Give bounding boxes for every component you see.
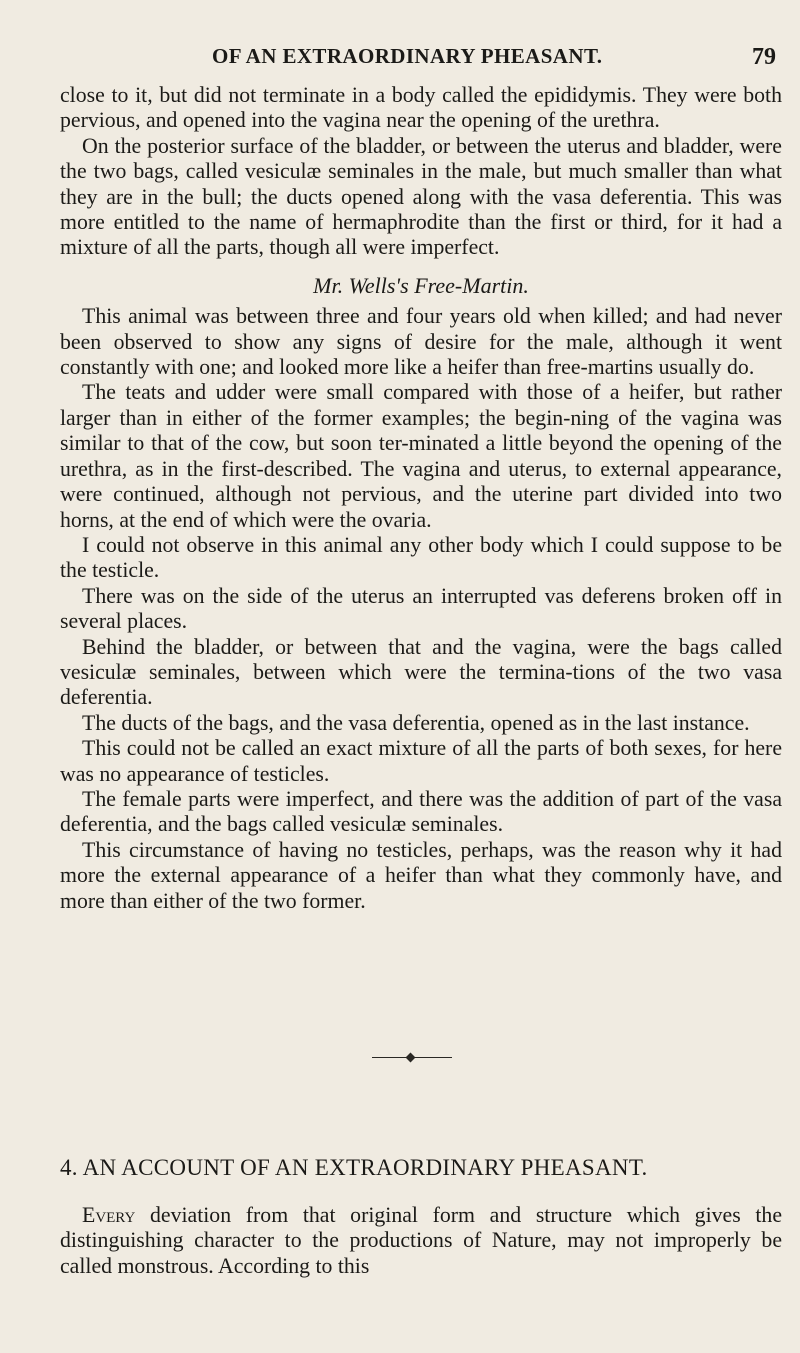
page-header xyxy=(60,44,780,78)
section-title: 4. AN ACCOUNT OF AN EXTRAORDINARY PHEASANT. xyxy=(60,1155,648,1180)
section-divider xyxy=(0,1052,800,1064)
section-body xyxy=(60,1203,782,1279)
paragraph: This could not be called an exact mixture of all the parts of both sexes, for here was no appearance of testicles. xyxy=(60,736,782,786)
paragraph: The female parts were imperfect, and there was the addition of part of the vasa deferentia, and the bags called vesiculæ seminales. xyxy=(60,786,782,837)
paragraph: I could not observe in this animal any other body which I could suppose to be the testicle. xyxy=(60,532,782,583)
paragraph: On the posterior surface of the bladder, or between the uterus and bladder, were the two bags, called vesiculæ seminales in the male, but much smaller than what they are in the bull; the ducts opened along with the vasa deferentia. This was more entitled to the name of hermaphrodite than the first or third, for it had a mixture of all the parts, though all were imperfect. xyxy=(60,133,782,260)
body-text xyxy=(60,83,782,914)
running-head: OF AN EXTRAORDINARY PHEASANT. xyxy=(212,44,603,68)
paragraph: This circumstance of having no testicles, perhaps, was the reason why it had more the external appearance of a heifer than what they commonly have, and more than either of the two former. xyxy=(60,837,782,913)
subheading: Mr. Wells's Free-Martin. xyxy=(313,272,529,298)
paragraph: Behind the bladder, or between that and the vagina, were the bags called vesiculæ seminales, between which were the termina-tions of the two vasa deferentia. xyxy=(60,634,782,710)
paragraph: close to it, but did not terminate in a body called the epididymis. They were both pervious, and opened into the vagina near the opening of the urethra. xyxy=(60,83,782,133)
paragraph xyxy=(60,1203,782,1279)
page-number: 79 xyxy=(752,44,776,70)
paragraph: The teats and udder were small compared with those of a heifer, but rather larger than in either of the former examples; the begin-ning of the vagina was similar to that of the cow, but soon ter-minated a little beyond the opening of the urethra, as in the first-described. The vagina and uterus, to external appearance, were continued, although not pervious, and the uterine part divided into two horns, at the end of which were the ovaria. xyxy=(60,380,782,532)
paragraph: There was on the side of the uterus an interrupted vas deferens broken off in several places. xyxy=(60,583,782,634)
divider-ornament-icon xyxy=(406,1053,416,1063)
drop-word: Every xyxy=(82,1203,136,1227)
paragraph: The ducts of the bags, and the vasa deferentia, opened as in the last instance. xyxy=(82,710,750,735)
paragraph-text: deviation from that original form and structure which gives the distinguishing character to the productions of Nature, may not improperly be called monstrous. According to this xyxy=(60,1203,782,1278)
paragraph: This animal was between three and four years old when killed; and had never been observed to show any signs of desire for the male, although it went constantly with one; and looked more like a heifer than free-martins usually do. xyxy=(60,304,782,380)
